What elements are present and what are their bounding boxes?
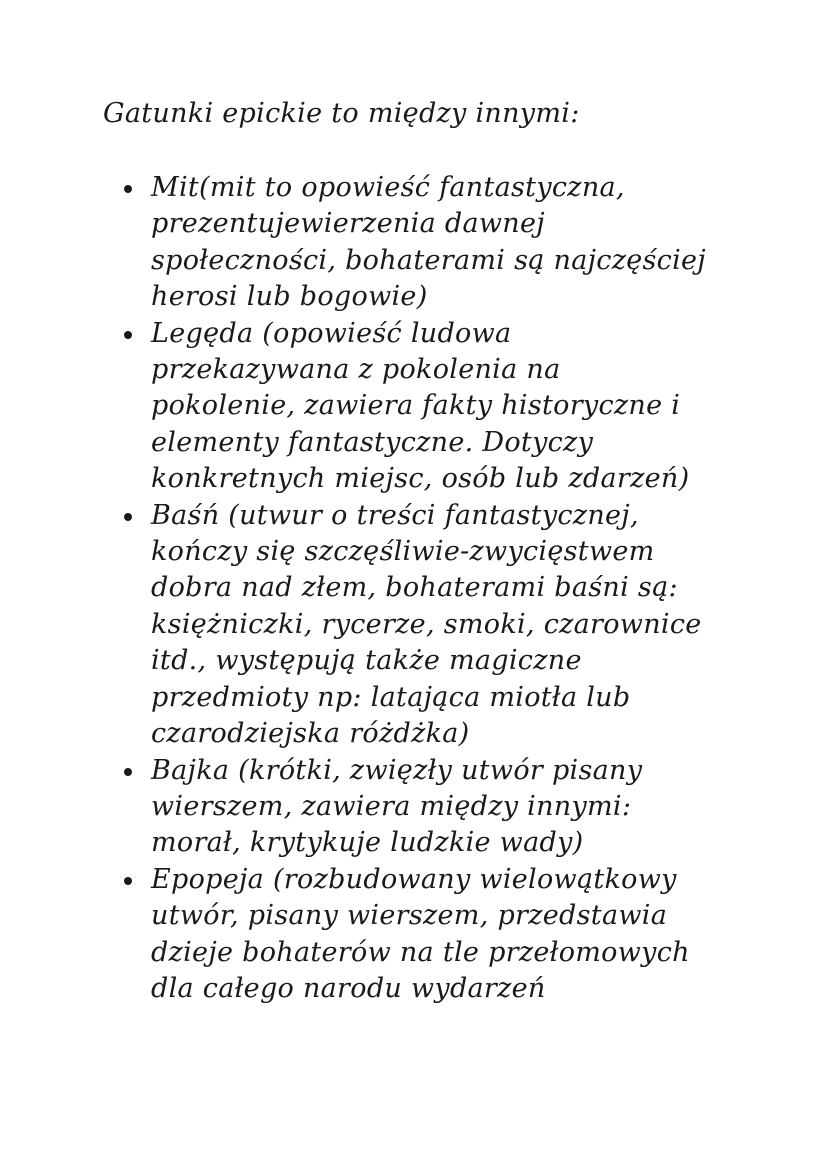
item-line: konkretnych miejsc, osób lub zdarzeń) [151, 463, 690, 495]
item-line: utwór, pisany wierszem, przedstawia [151, 900, 668, 932]
item-line: społeczności, bohaterami są najczęściej [151, 244, 706, 276]
item-line: dzieje bohaterów na tle przełomowych [151, 936, 690, 968]
item-line: kończy się szczęśliwie-zwycięstwem [151, 536, 655, 568]
bullet-icon [124, 185, 132, 193]
item-line: prezentujewierzenia dawnej [151, 208, 545, 240]
list-item-legenda [118, 316, 758, 498]
item-line: wierszem, zawiera między innymi: [151, 790, 632, 822]
item-line: dobra nad złem, bohaterami baśni są: [151, 572, 678, 604]
item-line: herosi lub bogowie) [151, 281, 428, 313]
list-item-basn [118, 498, 758, 753]
bullet-icon [124, 768, 132, 776]
genre-list [118, 170, 758, 1007]
bullet-icon [124, 877, 132, 885]
note-heading: Gatunki epickie to między innymi: [103, 98, 580, 129]
item-line: przekazywana z pokolenia na [151, 354, 561, 386]
item-line: dla całego narodu wydarzeń [151, 972, 546, 1004]
item-line: itd., występują także magiczne [151, 645, 582, 677]
item-line: Bajka (krótki, zwięzły utwór pisany [151, 754, 643, 786]
bullet-icon [124, 513, 132, 521]
item-line: elementy fantastyczne. Dotyczy [151, 426, 594, 458]
item-line: przedmioty np: latająca miotła lub [151, 681, 631, 713]
item-line: księżniczki, rycerze, smoki, czarownice [151, 608, 702, 640]
list-item-epopeja [118, 862, 758, 1008]
list-item-mit [118, 170, 758, 316]
bullet-icon [124, 331, 132, 339]
item-line: morał, krytykuje ludzkie wady) [151, 827, 584, 859]
item-line: Epopeja (rozbudowany wielowątkowy [151, 863, 677, 895]
item-line: Legęda (opowieść ludowa [151, 317, 512, 349]
list-item-bajka [118, 753, 758, 862]
item-line: Mit(mit to opowieść fantastyczna, [151, 172, 625, 203]
item-line: czarodziejska różdżka) [151, 718, 470, 750]
item-line: pokolenie, zawiera fakty historyczne i [151, 390, 681, 422]
item-line: Baśń (utwur o treści fantastycznej, [151, 499, 639, 531]
